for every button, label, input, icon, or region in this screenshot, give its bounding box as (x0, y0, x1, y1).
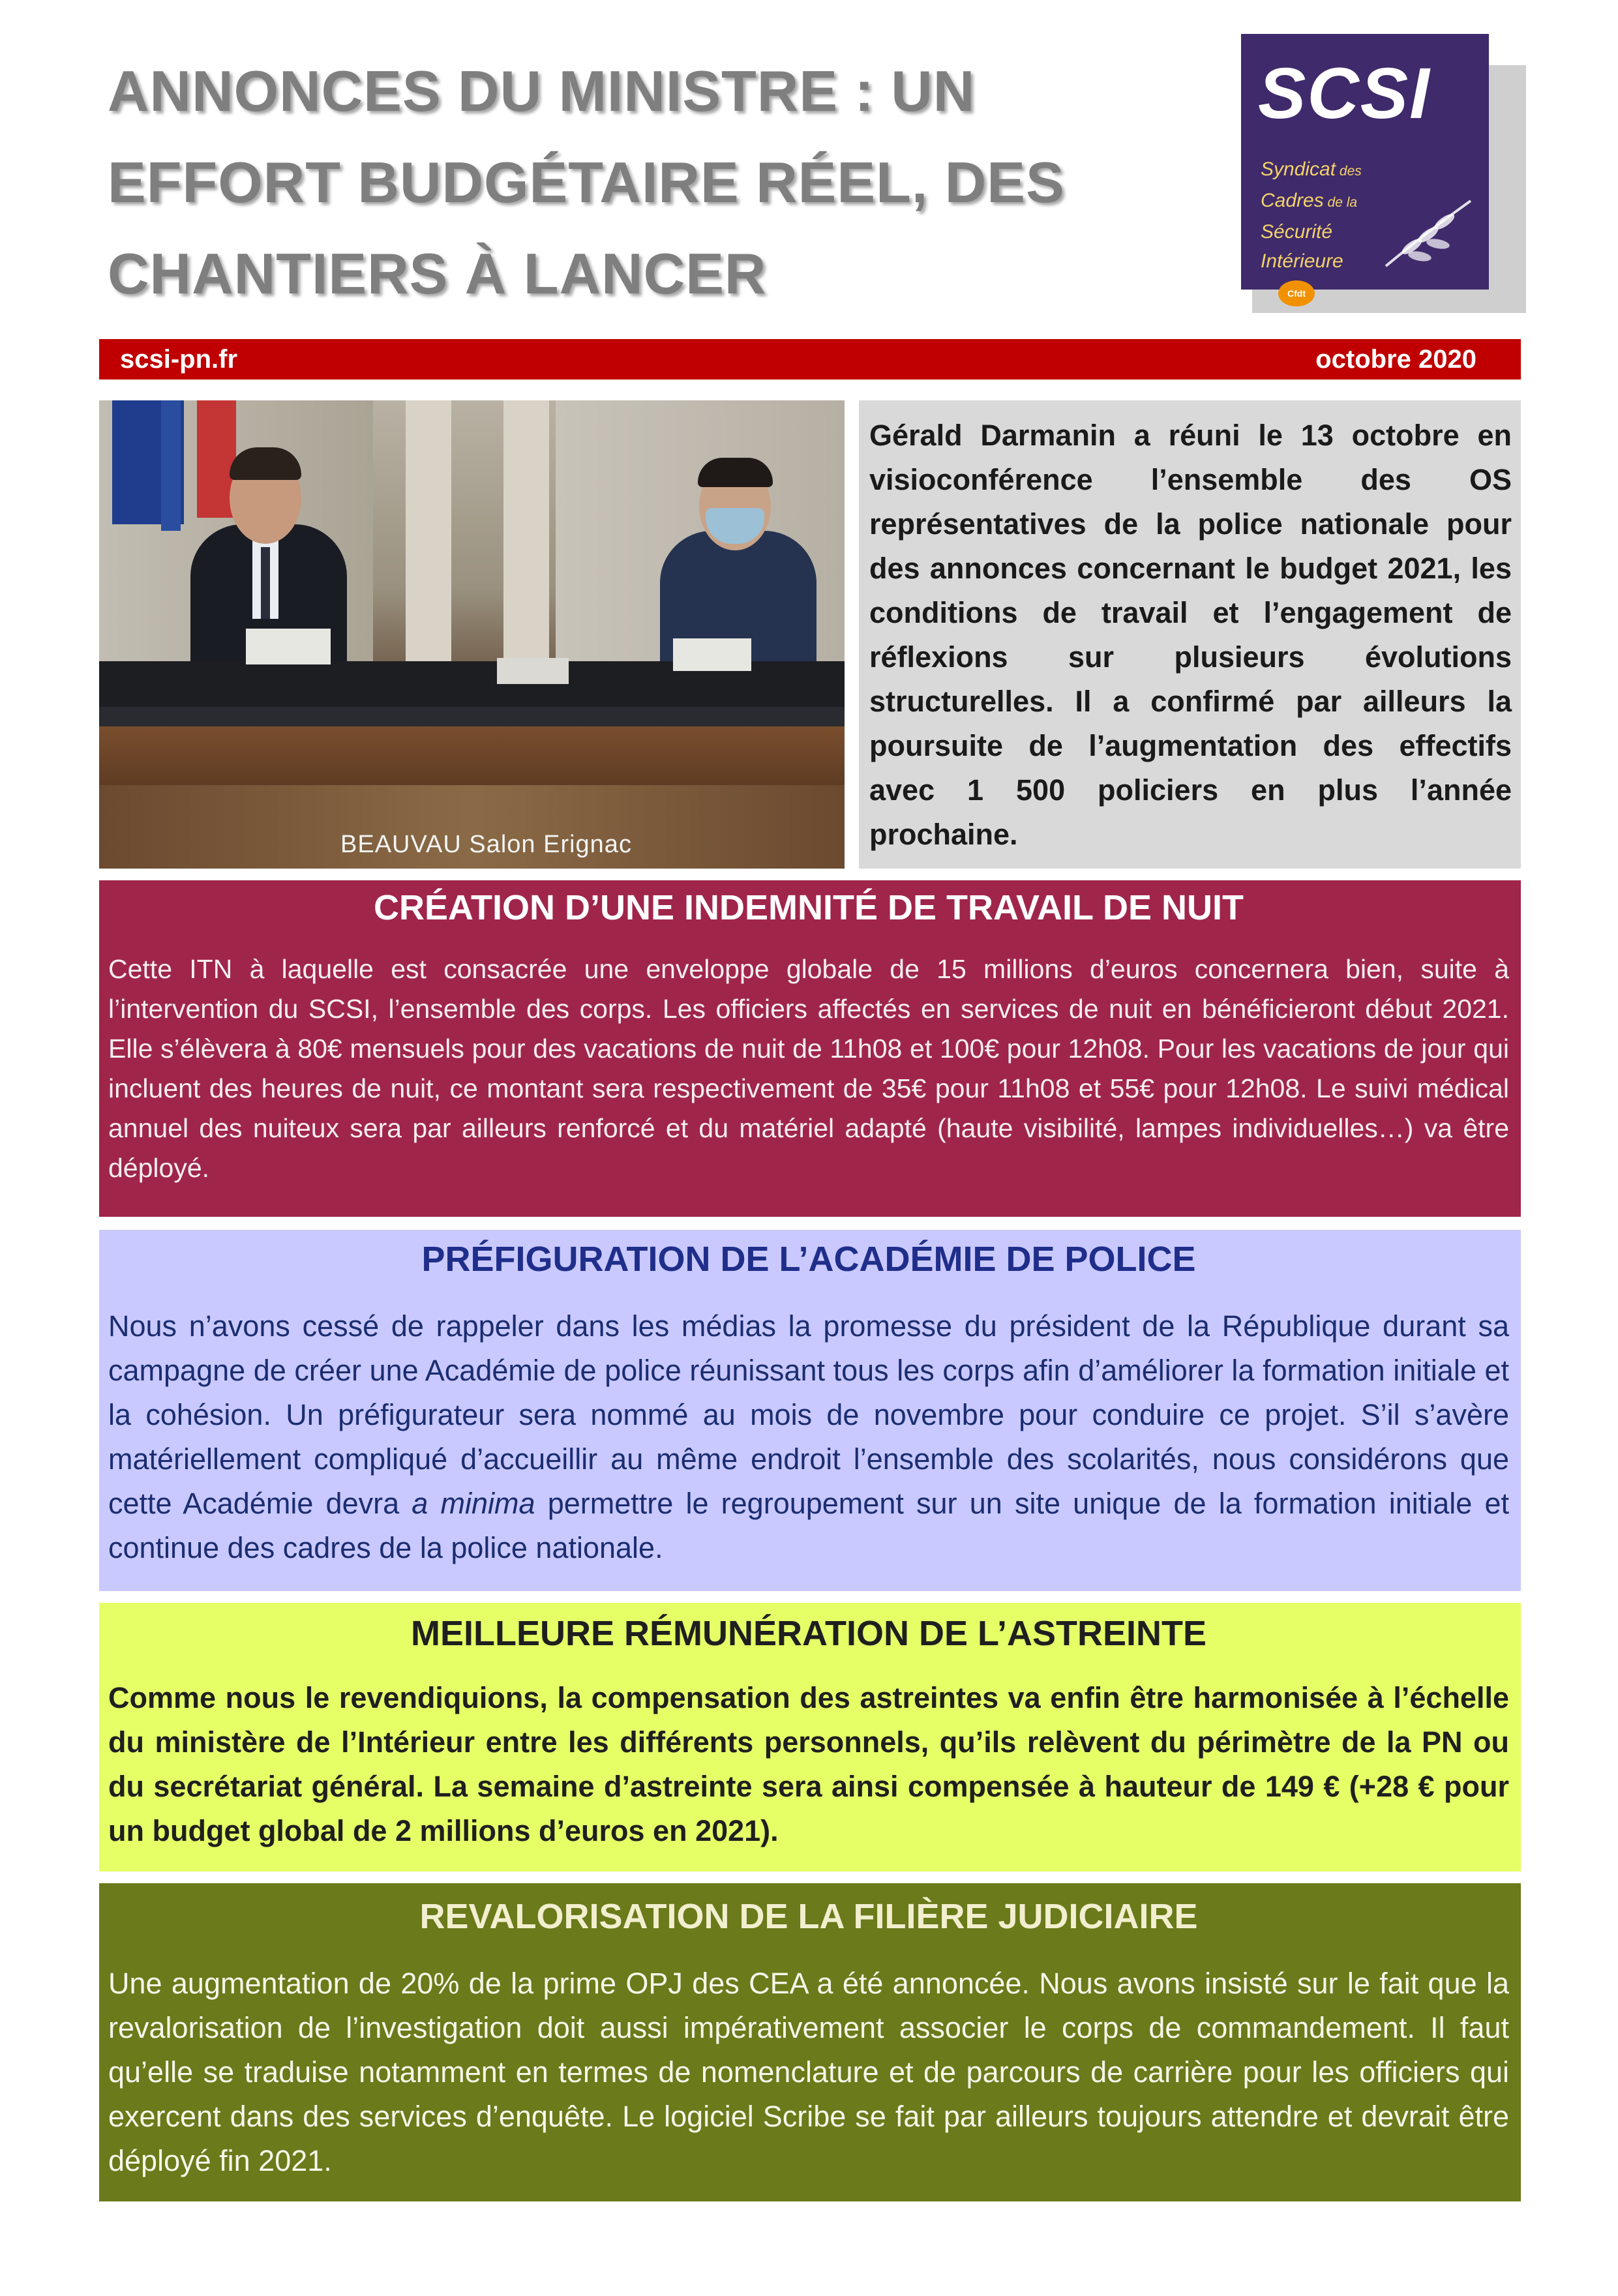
logo-line-4: Intérieure (1261, 250, 1343, 272)
logo-tagline (1261, 155, 1362, 276)
logo-line-2: Cadres (1261, 190, 1324, 211)
scsi-logo (1241, 34, 1489, 290)
section-body: Une augmentation de 20% de la prime OPJ des CEA a été annoncée. Nous avons insisté sur le fait que la revalorisation de l’investigation doit aussi impérativement associer le corps de commandement. Il faut qu’elle se traduise notamment en termes de nomenclature et de parcours de carrière pour les officiers qui exercent dans des services d’enquête. Le logiciel Scribe se fait par ailleurs toujours attendre et devrait être déployé fin 2021. (108, 1967, 1509, 2177)
logo-line-1-small: des (1336, 164, 1362, 179)
section-heading: MEILLEURE RÉMUNÉRATION DE L’ASTREINTE (410, 1614, 1207, 1653)
advisor-hair (698, 458, 773, 487)
title-line-1: ANNONCES DU MINISTRE : UN (108, 59, 976, 123)
cfdt-logo: Cfdt (1278, 280, 1315, 306)
conference-table-edge (99, 707, 845, 726)
nameplate (246, 629, 331, 664)
french-flag-blue (161, 400, 181, 531)
section-body: Comme nous le revendiquions, la compensation des astreintes va enfin être harmonisée à l’échelle du ministère de l’Intérieur entre les différents personnels, qu’ils relèvent du périmètre de la PN ou du secrétariat général. La semaine d’astreinte sera ainsi compensée à hauteur de 149 € (+28 € pour un budget global de 2 millions d’euros en 2021). (108, 1681, 1509, 1847)
section-body: Cette ITN à laquelle est consacrée une enveloppe globale de 15 millions d’euros concernera bien, suite à l’intervention du SCSI, l’ensemble des corps. Les officiers affectés en services de nuit en bénéficieront début 2021. Elle s’élèvera à 80€ mensuels pour des vacations de nuit de 11h08 et 100€ pour 12h08. Pour les vacations de jour qui incluent des heures de nuit, ce montant sera respectivement de 35€ pour 11h08 et 55€ pour 12h08. Le suivi médical annuel des nuiteux sera par ailleurs renforcé et du matériel adapté (haute visibilité, lampes individuelles…) va être déployé. (108, 954, 1509, 1183)
website-link[interactable]: scsi-pn.fr (120, 345, 238, 374)
section-night-work-allowance (99, 880, 1521, 1217)
meeting-photo (99, 400, 845, 869)
header-band (99, 339, 1521, 380)
logo-line-2-small: de la (1323, 195, 1358, 210)
section-police-academy (99, 1230, 1521, 1591)
photo-caption: BEAUVAU Salon Erignac (340, 831, 632, 858)
logo-name: SCSI (1258, 53, 1431, 134)
section-on-call-pay (99, 1603, 1521, 1871)
photo-pilaster (406, 400, 451, 674)
chairs (99, 726, 845, 792)
section-heading: PRÉFIGURATION DE L’ACADÉMIE DE POLICE (421, 1240, 1196, 1279)
intro-text: Gérald Darmanin a réuni le 13 octobre en visioconférence l’ensemble des OS représentatives de la police nationale pour des annonces concernant le budget 2021, les conditions de travail et l’engagement de réflexions sur plusieurs évolutions structurelles. Il a confirmé par ailleurs la poursuite de l’augmentation des effectifs avec 1 500 policiers en plus l’année prochaine. (869, 419, 1512, 851)
laurel-icon (1373, 194, 1477, 273)
section-heading: CRÉATION D’UNE INDEMNITÉ DE TRAVAIL DE NUIT (373, 888, 1244, 927)
section-body-part-1: Nous n’avons cessé de rappeler dans les médias la promesse du président de la République durant sa campagne de créer une Académie de police réunissant tous les corps afin d’améliorer la formation initiale et la cohésion. Un préfigurateur sera nommé au mois de novembre pour conduire ce projet. S’il s’avère matériellement compliqué d’accueillir au même endroit l’ensemble des scolarités, nous considérons que cette Académie devra (108, 1309, 1509, 1520)
logo-line-1: Syndicat (1261, 158, 1336, 180)
title-line-2: EFFORT BUDGÉTAIRE RÉEL, DES (108, 150, 1065, 215)
section-body-italic: a minima (412, 1487, 535, 1520)
logo-line-3: Sécurité (1261, 221, 1333, 243)
photo-pilaster (503, 400, 549, 674)
section-judicial-branch (99, 1883, 1521, 2201)
minister-tie (261, 547, 270, 619)
page-title (108, 46, 1177, 320)
nameplate (673, 638, 751, 671)
intro-box (859, 400, 1521, 869)
table-screen (497, 658, 569, 684)
section-body-part-2: permettre le regroupement sur un site unique de la formation initiale et continue des cadres de la police nationale. (108, 1487, 1509, 1564)
issue-date: octobre 2020 (1315, 345, 1476, 374)
section-body (108, 1304, 1509, 1570)
section-heading: REVALORISATION DE LA FILIÈRE JUDICIAIRE (419, 1897, 1198, 1936)
title-line-3: CHANTIERS À LANCER (108, 241, 767, 306)
